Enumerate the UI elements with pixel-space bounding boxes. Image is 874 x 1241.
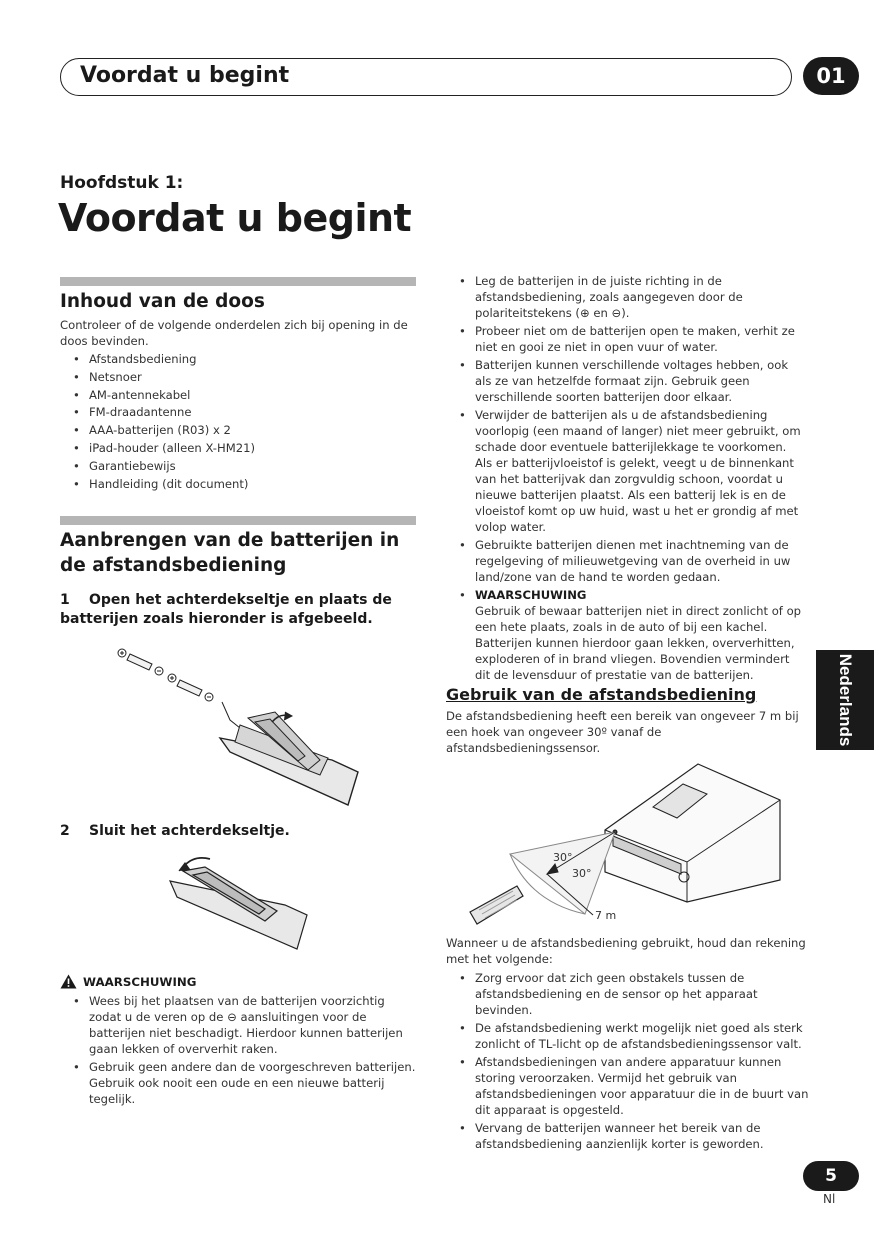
list-item: • Garantiebewijs — [60, 458, 416, 474]
language-tab — [816, 650, 874, 750]
list-item: • Afstandsbediening — [60, 351, 416, 367]
chapter-label: Hoofdstuk 1: — [60, 173, 184, 193]
header-title: Voordat u begint — [80, 63, 290, 88]
list-item: • FM-draadantenne — [60, 404, 416, 420]
warning-list — [60, 993, 420, 1109]
list-item: • Leg de batterijen in de juiste richting in de afstandsbediening, zoals aangegeven door de polariteitstekens (⊕ en ⊖). — [446, 273, 806, 321]
box-contents-intro: Controleer of de volgende onderdelen zich bij opening in de doos bevinden. — [60, 318, 408, 348]
step-number: 2 — [60, 823, 70, 839]
battery-warning-text: Gebruik of bewaar batterijen niet in direct zonlicht of op een hete plaats, zoals in de auto of bij een kachel. Batterijen kunnen hierdoor gaan lekken, oververhitten, exploderen of in brand vliegen. Bovendien vermindert dit de levensduur of prestatie van de batterijen. — [475, 604, 802, 682]
battery-insertion-illustration — [110, 640, 370, 815]
warning-label: WAARSCHUWING — [83, 974, 197, 989]
battery-warning-item — [446, 587, 806, 683]
step-number: 1 — [60, 592, 70, 608]
remote-use-list — [446, 970, 816, 1154]
step-text: Open het achterdekseltje en plaats de batterijen zoals hieronder is afgebeeld. — [60, 592, 392, 627]
close-cover-illustration — [165, 853, 315, 953]
angle-bottom-label: 30° — [572, 867, 592, 880]
list-item: • Batterijen kunnen verschillende voltages hebben, ook als ze van hetzelfde formaat zijn. Gebruik geen verschillende soorten batterijen door elkaar. — [446, 357, 806, 405]
step-text: Sluit het achterdekseltje. — [89, 823, 290, 839]
warning-heading — [60, 974, 196, 989]
battery-notes-list — [446, 273, 806, 685]
chapter-title: Voordat u begint — [58, 196, 412, 240]
step-1 — [60, 591, 420, 629]
chapter-number-badge: 01 — [803, 57, 859, 95]
section-divider — [60, 516, 416, 525]
battery-warning-label: • WAARSCHUWING — [475, 588, 587, 602]
list-item: • Verwijder de batterijen als u de afstandsbediening voorlopig (een maand of langer) niet meer gebruikt, om schade door eventuele batterijlekkage te voorkomen. Als er batterijvloeistof is gelekt, veegt u de binnenkant van het batterijvak dan zorgvuldig schoon, voordat u nieuwe batterijen plaatst. Als een batterij lek is en de vloeistof komt op uw huid, wast u het er grondig af met volop water. — [446, 407, 806, 535]
page-language-code: Nl — [823, 1192, 836, 1206]
page-number: 5 — [803, 1161, 859, 1191]
distance-label: 7 m — [595, 909, 617, 922]
list-item: • Probeer niet om de batterijen open te maken, verhit ze niet en gooi ze niet in open vuur of water. — [446, 323, 806, 355]
list-item: • Netsnoer — [60, 369, 416, 385]
step-2 — [60, 822, 420, 841]
remote-use-intro: De afstandsbediening heeft een bereik van ongeveer 7 m bij een hoek van ongeveer 30º vanaf de afstandsbedieningssensor. — [446, 709, 799, 755]
list-item: • AAA-batterijen (R03) x 2 — [60, 422, 416, 438]
box-contents-title: Inhoud van de doos — [60, 291, 265, 312]
list-item: • iPad-houder (alleen X-HM21) — [60, 440, 416, 456]
list-item: • Vervang de batterijen wanneer het bereik van de afstandsbediening aanzienlijk korter is geworden. — [446, 1120, 816, 1152]
list-item: • De afstandsbediening werkt mogelijk niet goed als sterk zonlicht of TL-licht op de afstandsbedieningssensor valt. — [446, 1020, 816, 1052]
remote-use-title: Gebruik van de afstandsbediening — [446, 685, 757, 704]
language-tab-label: Nederlands — [836, 653, 855, 747]
batteries-title: Aanbrengen van de batterijen in de afstandsbediening — [60, 530, 400, 576]
when-using-text: Wanneer u de afstandsbediening gebruikt, houd dan rekening met het volgende: — [446, 936, 806, 966]
list-item: • AM-antennekabel — [60, 387, 416, 403]
list-item: • Afstandsbedieningen van andere apparatuur kunnen storing veroorzaken. Vermijd het gebruik van afstandsbedieningen voor apparatuur die in de buurt van dit apparaat is opgesteld. — [446, 1054, 816, 1118]
list-item: • Gebruikte batterijen dienen met inachtneming van de regelgeving of milieuwetgeving van de overheid in uw land/zone van de hand te worden gedaan. — [446, 537, 806, 585]
warning-triangle-icon — [60, 974, 77, 989]
list-item: • Wees bij het plaatsen van de batterijen voorzichtig zodat u de veren op de ⊖ aansluitingen voor de batterijen niet beschadigt. Hierdoor kunnen batterijen gaan lekken of oververhit raken. — [60, 993, 420, 1057]
list-item: • Zorg ervoor dat zich geen obstakels tussen de afstandsbediening en de sensor op het apparaat bevinden. — [446, 970, 816, 1018]
remote-range-diagram — [455, 762, 790, 930]
angle-top-label: 30° — [553, 851, 573, 864]
list-item: • Gebruik geen andere dan de voorgeschreven batterijen. Gebruik ook nooit een oude en een nieuwe batterij tegelijk. — [60, 1059, 420, 1107]
section-divider — [60, 277, 416, 286]
list-item: • Handleiding (dit document) — [60, 476, 416, 492]
box-contents-list — [60, 351, 416, 493]
